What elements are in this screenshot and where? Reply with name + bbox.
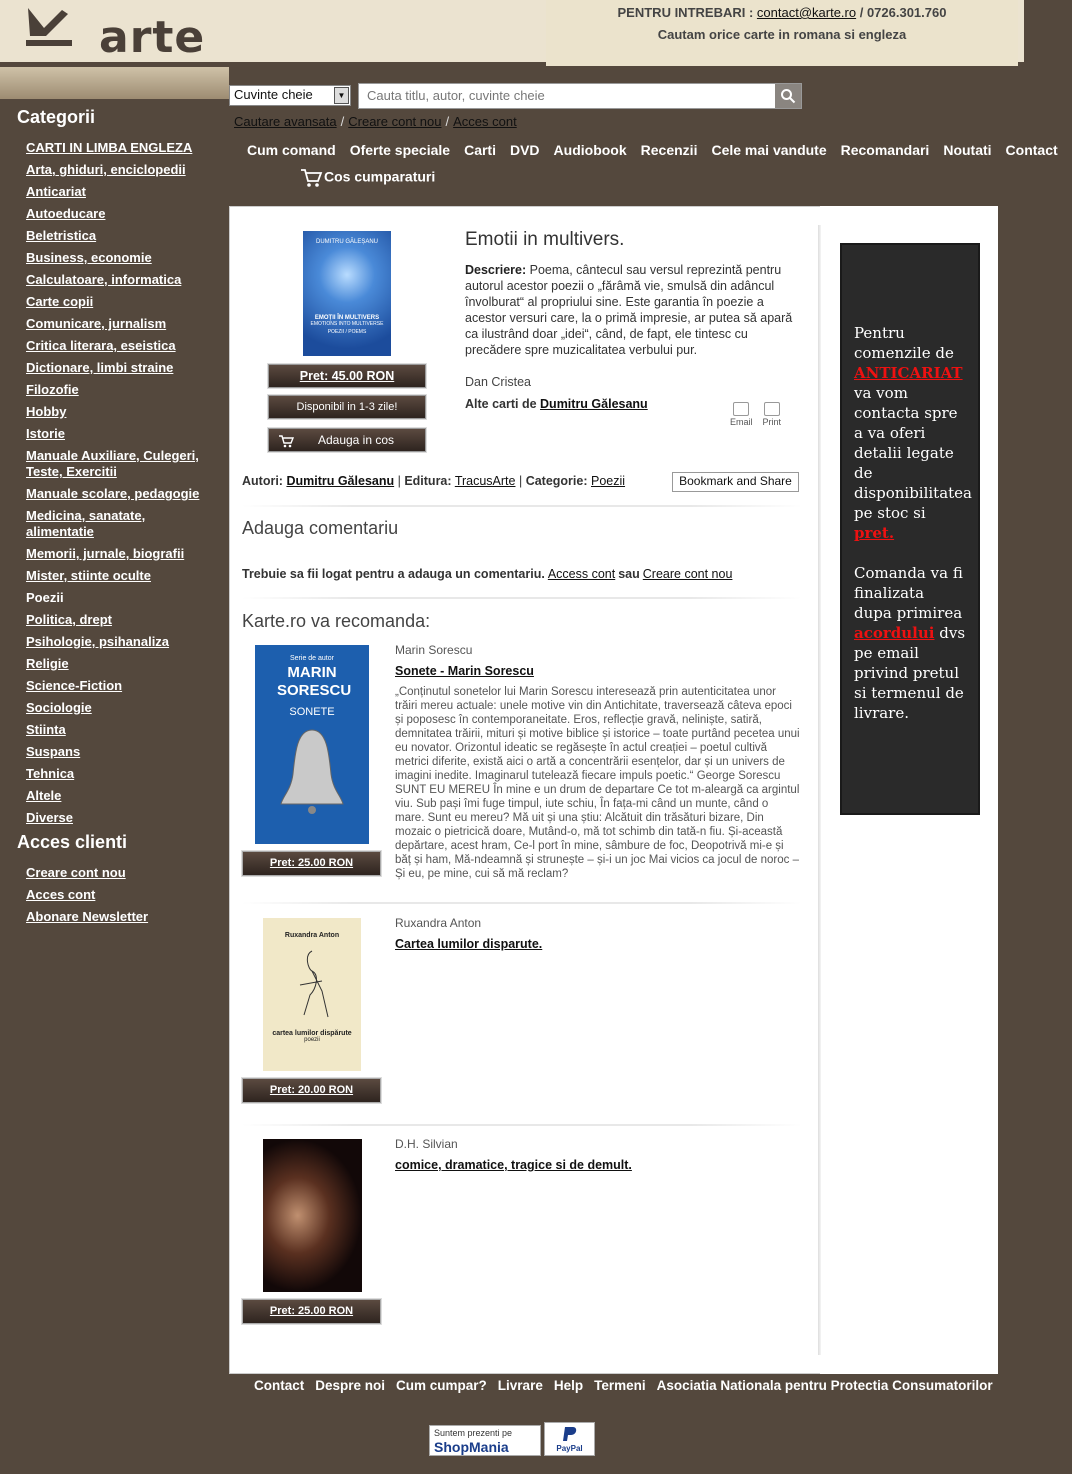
category-item-active[interactable]: Poezii — [26, 590, 64, 605]
book-logo-icon — [22, 4, 82, 48]
print-button[interactable] — [763, 402, 782, 427]
divider — [242, 1124, 802, 1126]
other-books-author-link[interactable]: Dumitru Gălesanu — [540, 397, 648, 411]
or-text: sau — [618, 567, 640, 581]
publisher-link[interactable]: TracusArte — [454, 474, 516, 488]
categories-list — [0, 140, 229, 826]
open-book-image — [0, 67, 229, 99]
category-item[interactable]: Diverse — [26, 810, 73, 825]
client-link[interactable]: Abonare Newsletter — [26, 909, 149, 924]
paypal-logo-icon — [560, 1426, 580, 1442]
category-item[interactable]: Carte copii — [26, 294, 94, 309]
footer-nav — [254, 1378, 1004, 1393]
column-divider — [818, 225, 821, 1355]
category-item[interactable]: Sociologie — [26, 700, 92, 715]
category-item[interactable]: Medicina, sanatate, alimentatie — [26, 508, 146, 539]
contact-email-link[interactable]: contact@karte.ro — [756, 5, 857, 20]
search-input[interactable] — [358, 83, 802, 109]
client-link[interactable]: Creare cont nou — [26, 865, 126, 880]
availability-badge: Disponibil in 1-3 zile! — [268, 395, 426, 419]
category-item[interactable]: Manuale Auxiliare, Culegeri, Teste, Exercitii — [26, 448, 199, 479]
category-item[interactable]: Comunicare, jurnalism — [26, 316, 167, 331]
category-item[interactable]: Politica, drept — [26, 612, 112, 627]
category-item[interactable]: Critica literara, eseistica — [26, 338, 176, 353]
category-item[interactable]: Science-Fiction — [26, 678, 123, 693]
add-cart-icon — [278, 432, 294, 448]
main-nav — [247, 142, 1072, 158]
search-button[interactable] — [775, 84, 801, 108]
slogan: Cautam orice carte in romana si engleza — [657, 27, 907, 42]
category-item[interactable]: Mister, stiinte oculte — [26, 568, 151, 583]
footer-cum-cumpar-link[interactable]: Cum cumpar? — [396, 1378, 487, 1393]
recommendation-title-link[interactable]: Cartea lumilor disparute. — [395, 937, 543, 951]
category-item[interactable]: Manuale scolare, pedagogie — [26, 486, 200, 501]
product-description — [465, 262, 800, 358]
cover-note: POEZII / POEMS — [327, 329, 367, 335]
comment-create-link[interactable]: Creare cont nou — [642, 567, 733, 581]
category-item[interactable]: Psihologie, psihanaliza — [26, 634, 170, 649]
nav-contact[interactable]: Contact — [1005, 142, 1058, 158]
divider — [242, 597, 802, 599]
email-label: Email — [730, 417, 753, 427]
footer-contact-link[interactable]: Contact — [254, 1378, 305, 1393]
reviewer-name: Dan Cristea — [465, 375, 531, 389]
sidebar — [0, 99, 229, 949]
nav-carti[interactable]: Carti — [464, 142, 496, 158]
banner-text: dvs pe email privind pretul si termenul de livrare. — [854, 624, 966, 722]
nav-oferte[interactable]: Oferte speciale — [349, 142, 451, 158]
cart-label: Cos cumparaturi — [324, 168, 436, 185]
clients-list — [0, 865, 229, 925]
category-link[interactable]: Poezii — [591, 474, 626, 488]
search-type-select[interactable] — [229, 85, 351, 106]
search-type-value: Cuvinte cheie — [234, 87, 313, 102]
header — [0, 0, 1024, 62]
contact-line — [546, 5, 1018, 20]
add-to-cart-label: Adauga in cos — [317, 433, 395, 447]
category-item[interactable]: Religie — [26, 656, 69, 671]
description-text: Poema, cântecul sau versul reprezintă pentru autorul acestor poezii o „fărâmă vie, smulsă din adâncul învolburat“ al propriului sine. Este garantia în poezie a acestor versuri care, la o primă impresie, ar putea să apară ca ilustrând doar „idei“, când, de fapt, ele tintesc cu precădere spre muzicalitatea verbului pur. — [465, 263, 793, 357]
category-item[interactable]: Hobby — [26, 404, 67, 419]
cover-title: EMOȚII ÎN MULTIVERS — [314, 315, 380, 321]
login-required-message — [242, 567, 735, 581]
banner-anticariat-link[interactable]: ANTICARIAT — [854, 364, 963, 382]
client-link[interactable]: Acces cont — [26, 887, 96, 902]
envelope-icon — [733, 402, 749, 416]
footer-livrare-link[interactable]: Livrare — [497, 1378, 543, 1393]
shopmania-top-text: Suntem prezenti pe — [434, 1428, 513, 1438]
search-placeholder: Cauta titlu, autor, cuvinte cheie — [367, 88, 545, 103]
banner-acord-link[interactable]: acordului — [854, 624, 935, 642]
meta-separator: | — [394, 474, 405, 488]
dropdown-arrow-icon[interactable]: ▼ — [334, 87, 349, 104]
email-button[interactable] — [730, 402, 753, 427]
shopmania-badge[interactable] — [429, 1425, 541, 1456]
product-meta — [242, 474, 625, 488]
nav-dvd[interactable]: DVD — [509, 142, 540, 158]
category-item[interactable]: Dictionare, limbi straine — [26, 360, 174, 375]
footer-despre-link[interactable]: Despre noi — [315, 1378, 386, 1393]
category-item[interactable]: Suspans — [26, 744, 81, 759]
author-link[interactable]: Dumitru Gălesanu — [286, 474, 395, 488]
banner-text: Pentru comenzile de — [854, 324, 954, 362]
recommendation-cover[interactable] — [263, 1139, 362, 1292]
nav-recomandari[interactable]: Recomandari — [840, 142, 930, 158]
login-link[interactable]: Acces cont — [453, 114, 517, 129]
category-item[interactable]: Autoeducare — [26, 206, 106, 221]
nav-audiobook[interactable]: Audiobook — [553, 142, 627, 158]
publisher-label: Editura: — [404, 474, 452, 488]
logo-text: arte — [99, 12, 206, 63]
bell-icon — [277, 724, 347, 814]
banner-text: Comanda va fi finalizata dupa primirea — [854, 564, 963, 622]
nav-noutati[interactable]: Noutati — [943, 142, 992, 158]
category-item[interactable]: Filozofie — [26, 382, 79, 397]
comment-login-link[interactable]: Access cont — [547, 567, 616, 581]
cover-subtitle: poezii — [304, 1037, 320, 1043]
recommendation-description: „Conținutul sonetelor lui Marin Sorescu interesează prin autenticitatea unor trăiri mereu actuale: unele motive vin din Antichitate, traversează câteva epoci și poposesc în contemporaneitate. Eros, reflecție gravă, neliniște, satiră, demnitatea trăirii, mituri și motive biblice și istorice – toate purtând pecetea unui eu novator. Orizontul ideatic se regăsește în actul creației – poetul cultivă metrici diferite, există aici o artă a concentrării esențelor, dar și un univers de imagini inedite. Imaginarul tutelează fiecare impuls poetic.“ George Sorescu SUNT EU MEREU În mine e un drum de departare Ce tot m-aleargă ca argintul viu. Sub pași îmi fuge timpul, iute schiu, În fața-mi când un munte, când o mare. Sunt eu mereu? Mă uit și una știu: Alcătuit din trăsături bizare, Din mozaic o pietricică doare, Mutând-o, mă tot schimb din tată-n fiu. Și-această depărtare, acest hram, Ce-l port în mine, sâmbure de foc, Deopotrivă mi-e și băț și ham, Mă-ndeamnă și strunește – și-i un joc Mai vicios ca jocul de noroc – Și eu, pe mine, cui să mă reclam? — [395, 686, 800, 880]
price-button[interactable]: Pret: 45.00 RON — [268, 364, 426, 388]
site-logo[interactable] — [22, 4, 206, 63]
recommendation-author: Ruxandra Anton — [395, 916, 482, 930]
cover-series: Serie de autor — [290, 655, 334, 662]
paypal-badge[interactable] — [544, 1422, 595, 1456]
other-books — [465, 397, 648, 411]
authors-label: Autori: — [242, 474, 283, 488]
recommendation-cover[interactable] — [255, 645, 369, 844]
add-to-cart-button[interactable] — [268, 428, 426, 452]
category-item[interactable]: Beletristica — [26, 228, 97, 243]
category-item[interactable]: Memorii, jurnale, biografii — [26, 546, 185, 561]
cart-link[interactable] — [300, 168, 435, 188]
recommendation-author: Marin Sorescu — [395, 643, 473, 657]
recommendation-price-button[interactable]: Pret: 20.00 RON — [242, 1078, 381, 1103]
shopping-cart-icon — [300, 168, 322, 188]
meta-separator: | — [515, 474, 526, 488]
search-sublinks: Cautare avansata / Creare cont nou / Acces cont — [234, 114, 517, 129]
create-account-link[interactable]: Creare cont nou — [348, 114, 442, 129]
category-item[interactable]: Business, economie — [26, 250, 152, 265]
anticariat-banner — [840, 243, 980, 815]
cover-author: DUMITRU GĂLEȘANU — [315, 239, 378, 245]
categories-heading: Categorii — [17, 107, 96, 127]
recommendation-price-button[interactable]: Pret: 25.00 RON — [242, 851, 381, 876]
cover-title: cartea lumilor dispărute — [272, 1030, 352, 1037]
divider — [242, 902, 802, 904]
banner-text: va vom contacta spre a va oferi detalii legate de disponibilitatea pe stoc si — [854, 384, 973, 522]
description-label: Descriere: — [465, 263, 527, 277]
footer-anpc-link[interactable]: Asociatia Nationala pentru Protectia Consumatorilor — [656, 1378, 993, 1393]
nav-cele-mai-vandute[interactable]: Cele mai vandute — [711, 142, 827, 158]
category-item[interactable]: Stiinta — [26, 722, 66, 737]
cover-subtitle: EMOTIONS INTO MULTIVERSE — [310, 321, 384, 327]
magnifier-icon — [780, 88, 796, 104]
product-title: Emotii in multivers. — [465, 229, 625, 250]
product-cover[interactable] — [303, 231, 391, 356]
contact-box — [546, 0, 1018, 66]
divider — [242, 505, 802, 507]
recommendation-author: D.H. Silvian — [395, 1137, 458, 1151]
add-comment-heading: Adauga comentariu — [242, 518, 399, 538]
cover-author: Ruxandra Anton — [284, 932, 340, 939]
other-books-label: Alte carti de — [465, 397, 541, 411]
recommendation-title-link[interactable]: Sonete - Marin Sorescu — [395, 664, 534, 678]
recommendation-cover[interactable] — [263, 918, 361, 1071]
bookmark-share-button[interactable]: Bookmark and Share — [672, 472, 799, 492]
nav-recenzii[interactable]: Recenzii — [640, 142, 698, 158]
cover-title: SONETE — [289, 706, 335, 718]
banner-pret-link[interactable]: pret. — [854, 524, 895, 542]
login-required-text: Trebuie sa fii logat pentru a adauga un comentariu. — [242, 567, 545, 581]
cover-author: MARIN SORESCU — [277, 664, 352, 699]
paypal-label: PayPal — [556, 1444, 583, 1453]
share-tools — [730, 402, 781, 427]
contact-phone: / 0726.301.760 — [856, 5, 947, 20]
category-item[interactable]: Tehnica — [26, 766, 75, 781]
category-label: Categorie: — [525, 474, 588, 488]
category-item[interactable]: Arta, ghiduri, enciclopedii — [26, 162, 186, 177]
contact-label: PENTRU INTREBARI : — [617, 5, 754, 20]
sketch-figure-icon — [282, 945, 342, 1025]
footer-termeni-link[interactable]: Termeni — [594, 1378, 646, 1393]
recommendations-heading: Karte.ro va recomanda: — [242, 611, 431, 631]
nav-cum-comand[interactable]: Cum comand — [247, 142, 336, 158]
printer-icon — [764, 402, 780, 416]
category-item[interactable]: CARTI IN LIMBA ENGLEZA — [26, 140, 193, 155]
footer-help-link[interactable]: Help — [553, 1378, 584, 1393]
clients-heading: Acces clienti — [17, 832, 128, 852]
advanced-search-link[interactable]: Cautare avansata — [234, 114, 337, 129]
recommendation-price-button[interactable]: Pret: 25.00 RON — [242, 1299, 381, 1324]
recommendation-title-link[interactable]: comice, dramatice, tragice si de demult. — [395, 1158, 632, 1172]
category-item[interactable]: Altele — [26, 788, 62, 803]
category-item[interactable]: Calculatoare, informatica — [26, 272, 182, 287]
category-item[interactable]: Istorie — [26, 426, 66, 441]
print-label: Print — [762, 417, 782, 427]
shopmania-logo-text: ShopMania — [434, 1439, 509, 1455]
category-item[interactable]: Anticariat — [26, 184, 86, 199]
